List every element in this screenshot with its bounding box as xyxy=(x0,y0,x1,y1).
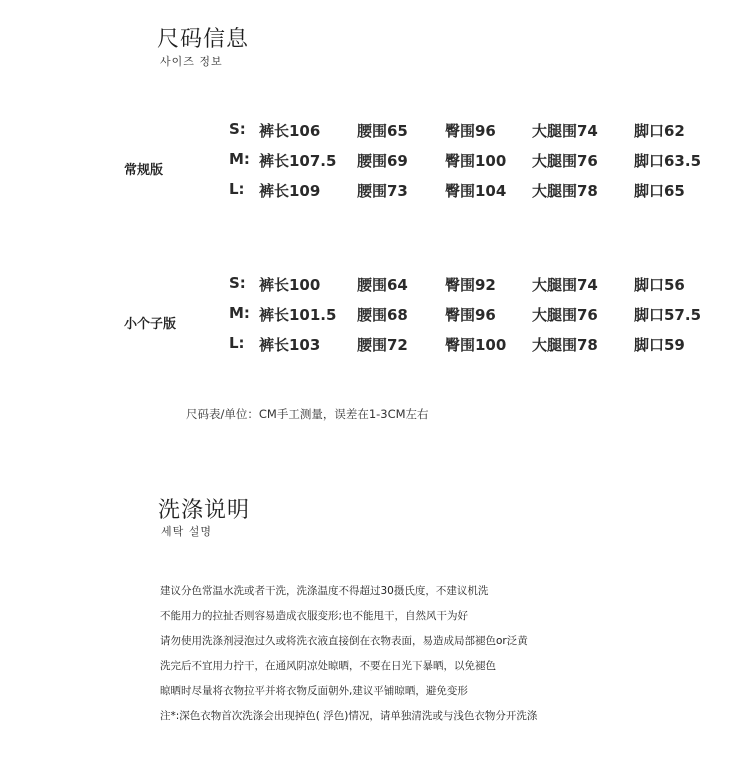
size-measurement: 脚口56 xyxy=(634,276,685,294)
size-measurement: 大腿围76 xyxy=(532,306,598,324)
size-label: L: xyxy=(229,334,245,352)
size-measurement: 裤长109 xyxy=(259,182,321,200)
size-measurement: 大腿围78 xyxy=(532,336,598,354)
size-measurement: 脚口59 xyxy=(634,336,685,354)
wash-instruction-line: 洗完后不宜用力拧干，在通风阴凉处晾晒，不要在日光下暴晒，以免褪色 xyxy=(160,660,496,672)
size-measurement: 腰围68 xyxy=(357,306,408,324)
size-measurement: 臀围100 xyxy=(445,336,507,354)
size-measurement: 臀围100 xyxy=(445,152,507,170)
size-measurement: 臀围96 xyxy=(445,306,496,324)
regular-fit-label: 常规版 xyxy=(124,163,164,178)
size-measurement: 臀围104 xyxy=(445,182,507,200)
size-measurement: 大腿围74 xyxy=(532,276,598,294)
wash-instruction-line: 注*:深色衣物首次洗涤会出现掉色( 浮色)情况，请单独清洗或与浅色衣物分开洗涤 xyxy=(160,710,538,722)
size-measurement: 腰围72 xyxy=(357,336,408,354)
wash-instruction-line: 不能用力的拉扯否则容易造成衣服变形;也不能甩干，自然风干为好 xyxy=(160,610,469,622)
size-measurement: 腰围65 xyxy=(357,122,408,140)
size-measurement: 裤长103 xyxy=(259,336,321,354)
size-info-title: 尺码信息 xyxy=(157,27,250,52)
size-measurement: 腰围64 xyxy=(357,276,408,294)
size-measurement: 腰围69 xyxy=(357,152,408,170)
size-measurement: 裤长101.5 xyxy=(259,306,337,324)
wash-instruction-line: 请勿使用洗涤剂浸泡过久或将洗衣液直接倒在衣物表面，易造成局部褪色or泛黄 xyxy=(160,635,528,647)
size-label: M: xyxy=(229,304,250,322)
wash-instruction-line: 建议分色常温水洗或者干洗，洗涤温度不得超过30摄氏度，不建议机洗 xyxy=(160,585,489,597)
size-label: L: xyxy=(229,180,245,198)
size-measurement: 脚口65 xyxy=(634,182,685,200)
wash-instruction-line: 晾晒时尽量将衣物拉平并将衣物反面朝外,建议平铺晾晒，避免变形 xyxy=(160,685,468,697)
size-measurement: 臀围96 xyxy=(445,122,496,140)
size-measurement: 脚口57.5 xyxy=(634,306,702,324)
size-measurement: 臀围92 xyxy=(445,276,496,294)
wash-instructions-title: 洗涤说明 xyxy=(158,498,251,523)
size-measurement: 腰围73 xyxy=(357,182,408,200)
size-chart-note: 尺码表/单位：CM手工测量，误差在1-3CM左右 xyxy=(186,407,429,421)
size-label: S: xyxy=(229,274,246,292)
petite-fit-label: 小个子版 xyxy=(124,317,177,332)
size-measurement: 大腿围74 xyxy=(532,122,598,140)
size-info-subtitle: 사이즈 정보 xyxy=(160,55,223,68)
size-measurement: 裤长107.5 xyxy=(259,152,337,170)
size-measurement: 大腿围78 xyxy=(532,182,598,200)
size-measurement: 脚口62 xyxy=(634,122,685,140)
size-label: S: xyxy=(229,120,246,138)
wash-instructions-subtitle: 세탁 설명 xyxy=(161,525,213,538)
size-label: M: xyxy=(229,150,250,168)
size-measurement: 裤长106 xyxy=(259,122,321,140)
size-measurement: 大腿围76 xyxy=(532,152,598,170)
size-measurement: 裤长100 xyxy=(259,276,321,294)
size-measurement: 脚口63.5 xyxy=(634,152,702,170)
